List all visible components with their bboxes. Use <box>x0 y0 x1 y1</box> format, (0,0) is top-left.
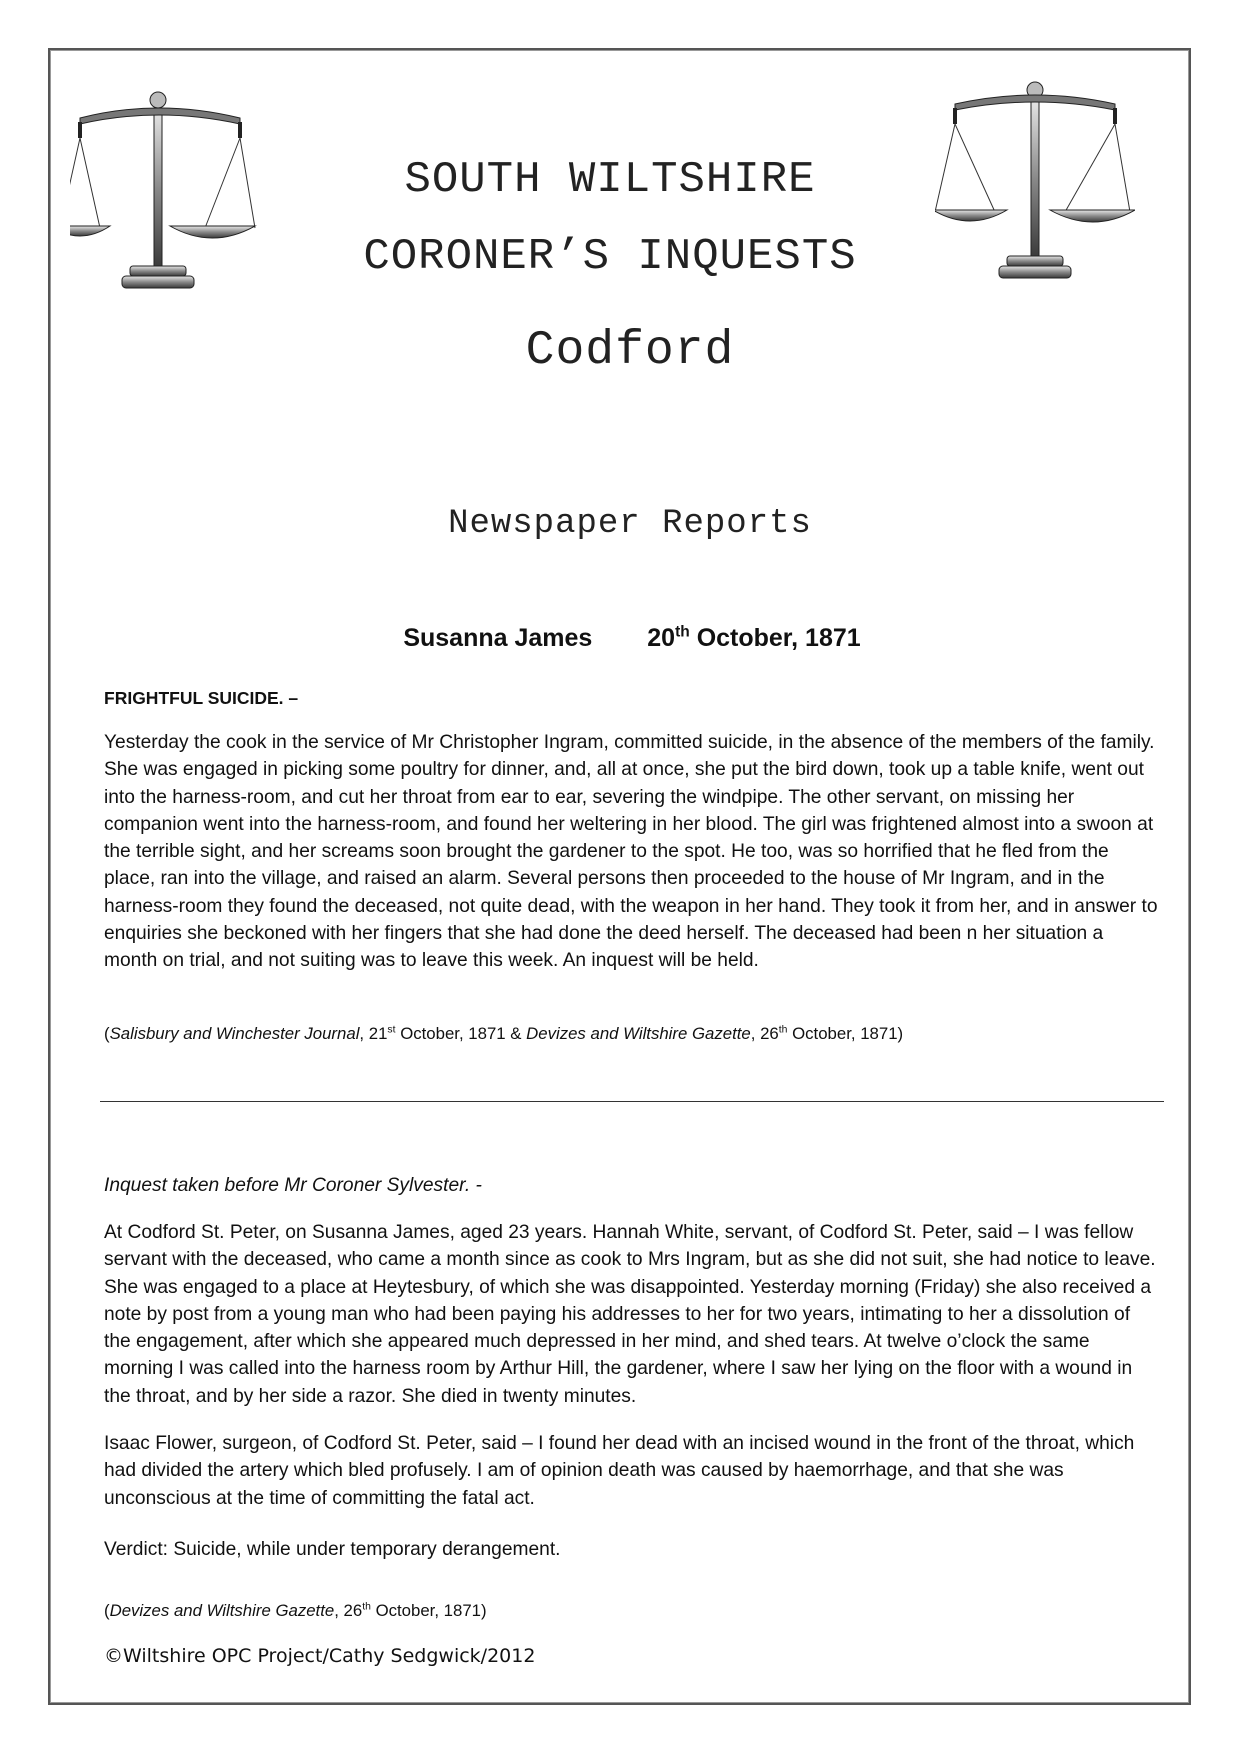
report-paragraph: Yesterday the cook in the service of Mr Christopher Ingram, committed suicide, in the absence of the members of the family. She was engaged in picking some poultry for dinner, and, all at once, she put the bird down, took up a table knife, went out into the harness-room, and cut her throat from ear to ear, severing the windpipe. The other servant, on missing her companion went into the harness-room, and found her weltering in her blood. The girl was frightened almost into a swoon at the terrible sight, and her screams soon brought the gardener to the spot. He too, was so horrified that he fled from the place, ran into the village, and raised an alarm. Several persons then proceeded to the house of Mr Ingram, and in the harness-room they found the deceased, not quite dead, with the weapon in her hand. They took it from her, and in answer to enquiries she beckoned with her fingers that she had done the deed herself. The deceased had been n her situation a month on trial, and not suiting was to leave this week. An inquest will be held. <box>104 732 1158 972</box>
inquest-paragraph: At Codford St. Peter, on Susanna James, aged 23 years. Hannah White, servant, of Codford St. Peter, said – I was fellow servant with the deceased, who came a month since as cook to Mrs Ingram, but as she did not suit, she had notice to leave. She was engaged to a place at Heytesbury, of which she was disappointed. Yesterday morning (Friday) she also received a note by post from a young man who had been paying his addresses to her for two years, intimating to her a dissolution of the engagement, after which she appeared much depressed in her mind, and shed tears. At twelve o’clock the same morning I was called into the harness room by Arthur Hill, the gardener, where I saw her lying on the floor with a wound in the throat, and by her side a razor. She died in twenty minutes. <box>104 1222 1156 1407</box>
place-name: Codford <box>525 324 735 378</box>
section-divider <box>100 1101 1164 1102</box>
inquest-intro: Inquest taken before Mr Coroner Sylvester. - <box>104 1175 482 1196</box>
source-citation: (Salisbury and Winchester Journal, 21st October, 1871 & Devizes and Wiltshire Gazette, 26th October, 1871) <box>104 1024 904 1043</box>
copyright-footer: ©Wiltshire OPC Project/Cathy Sedgwick/2012 <box>104 1645 536 1667</box>
record-title <box>12 624 1240 653</box>
report-headline: FRIGHTFUL SUICIDE. – <box>104 688 299 708</box>
verdict: Verdict: Suicide, while under temporary derangement. <box>104 1539 561 1560</box>
page-title-line-1: SOUTH WILTSHIRE <box>404 155 816 205</box>
inquest-paragraph: Isaac Flower, surgeon, of Codford St. Peter, said – I found her dead with an incised wound in the front of the throat, which had divided the artery which bled profusely. I am of opinion death was caused by haemorrhage, and that she was unconscious at the time of committing the fatal act. <box>104 1433 1135 1509</box>
deceased-name: Susanna James <box>403 624 593 652</box>
source-citation: (Devizes and Wiltshire Gazette, 26th October, 1871) <box>104 1601 487 1620</box>
section-subtitle: Newspaper Reports <box>448 505 812 543</box>
record-date: 20th October, 1871 <box>647 623 861 652</box>
page-title-line-2: CORONER’S INQUESTS <box>363 232 857 282</box>
